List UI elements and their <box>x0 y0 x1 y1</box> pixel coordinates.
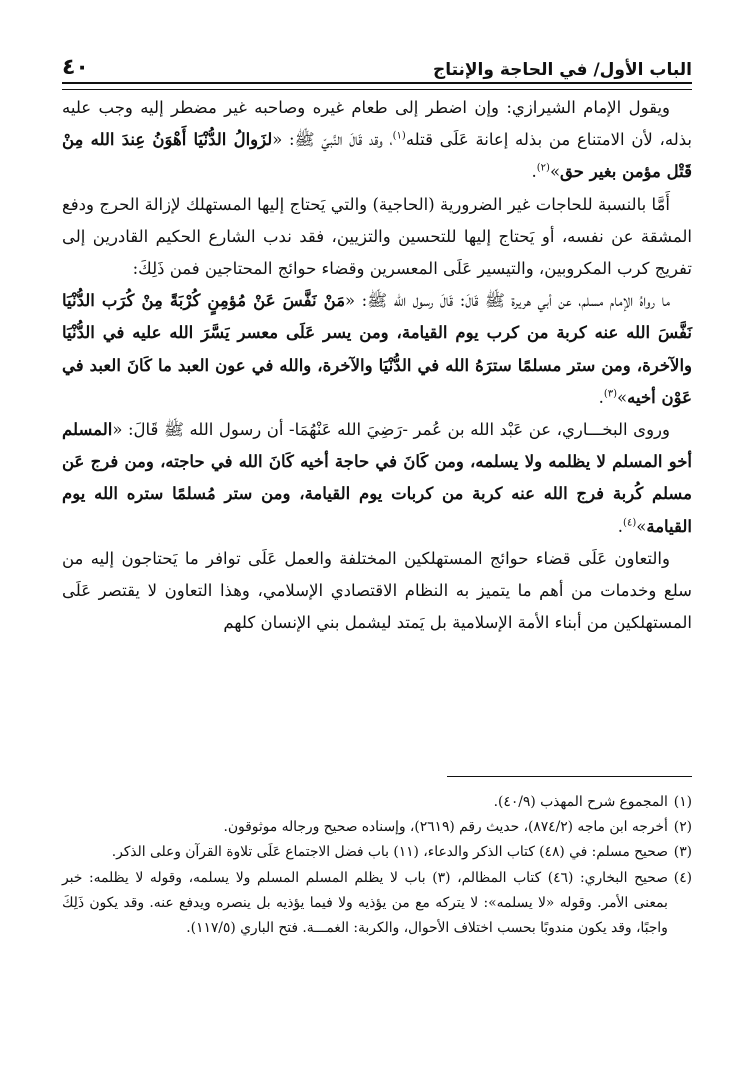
footnote-number: (٢) <box>673 819 692 836</box>
paragraph-text: » <box>617 387 628 407</box>
paragraph-text: . <box>598 387 604 407</box>
hadith-quote: لزَوالُ الدُّنْيَا أَهْوَنُ عِندَ الله مِنْ قَتْل مؤمن بغير حق <box>62 130 692 182</box>
footnote-separator <box>447 776 692 777</box>
paragraph-text: ، وقد قَالَ النَّبيّ ﷺ: « <box>272 130 393 150</box>
hadith-quote: المسلم أخو المسلم لا يظلمه ولا يسلمه، ومن كَانَ في حاجة أخيه كَانَ الله في حاجته، ومن فرج عَن مسلم كُربة فرج الله عنه كربة من كربات يوم القيامة، ومن ستر مُسلمًا ستره الله يوم القيامة <box>62 420 692 536</box>
footnote-number: (٤) <box>673 869 692 886</box>
main-text <box>62 92 692 639</box>
page-number: ٤٠ <box>62 55 89 80</box>
paragraph <box>62 189 692 286</box>
paragraph-text: ما رواهُ الإمام مسلم، عن أبي هريرة ﷺ قَالَ: قَالَ رسول الله ﷺ: « <box>345 291 670 311</box>
running-title: الباب الأول/ في الحاجة والإنتاج <box>432 60 692 80</box>
footnote <box>62 866 692 942</box>
footnote-text: صحيح البخاري: (٤٦) كتاب المظالم، (٣) باب لا يظلم المسلم المسلم ولا يسلمه، وقوله لا يظلمه: خبر بمعنى الأمر. وقوله «لا يسلمه»: لا يتركه مع من يؤذيه ولا فيما يؤذيه بل ينصره ويدفع عنه. وقد يكون ذَلِكَ واجبًا، وقد يكون مندوبًا بحسب اختلاف الأحوال، والكربة: الغمـــة. فتح الباري (١١٧/٥). <box>62 869 668 937</box>
paragraph-text: ويقول الإمام الشيرازي: وإن اضطر إلى طعام غيره وصاحبه غير مضطر إليه وجب عليه بذله، لأن الامتناع من بذله إعانة عَلَى قتله <box>62 98 692 150</box>
footnote <box>62 790 692 815</box>
footnotes <box>62 790 692 941</box>
footnote-ref: (١) <box>392 130 406 142</box>
footnote-text: صحيح مسلم: في (٤٨) كتاب الذكر والدعاء، (١١) باب فضل الاجتماع عَلَى تلاوة القرآن وعلى الذكر. <box>111 844 668 861</box>
paragraph-text: » <box>636 516 647 536</box>
footnote <box>62 815 692 840</box>
footnote-text: المجموع شرح المهذب (٤٠/٩). <box>493 794 668 810</box>
paragraph <box>62 414 692 543</box>
page-header <box>62 48 692 80</box>
hadith-quote: مَنْ نَفَّسَ عَنْ مُؤمِنٍ كُرْبَةً مِنْ كُرَب الدُّنْيَا نَفَّسَ الله عنه كربة من كرب يوم القيامة، ومن يسر عَلَى معسر يَسَّرَ الله عليه في الدُّنْيَا والآخرة، ومن ستر مسلمًا سترَهُ الله في الدُّنْيَا والآخرة، والله في عون العبد ما كَانَ العبد في عَوْن أخيه <box>62 291 692 407</box>
header-rule <box>62 82 692 90</box>
footnote <box>62 840 692 865</box>
paragraph <box>62 285 692 414</box>
paragraph <box>62 543 692 640</box>
footnote-number: (١) <box>673 794 692 810</box>
paragraph-text: وروى البخـــاري، عن عَبْد الله بن عُمر -رَضِيَ الله عَنْهُمَا- أن رسول الله ﷺ قَالَ: « <box>112 420 670 440</box>
footnote-ref: (٢) <box>536 162 550 174</box>
paragraph <box>62 92 692 189</box>
footnote-ref: (٤) <box>623 517 637 529</box>
paragraph-text: والتعاون عَلَى قضاء حوائج المستهلكين المختلفة والعمل عَلَى توافر ما يَحتاجون إليه من سلع وخدمات من أهم ما يتميز به النظام الاقتصادي الإسلامي، وهذا التعاون لا يقتصر عَلَى المستهلكين من أبناء الأمة الإسلامية بل يَمتد ليشمل بني الإنسان كلهم <box>62 548 692 633</box>
paragraph-text: أَمَّا بالنسبة للحاجات غير الضرورية (الحاجية) والتي يَحتاج إليها المستهلك لإزالة الحرج ودفع المشقة عن نفسه، أو يَحتاج إليها للتحسين والتزيين، فقد ندب الشارع الحكيم القادرين إلى تفريج كرب المكروبين، والتيسير عَلَى المعسرين وقضاء حوائج المحتاجين فمن ذَلِكَ: <box>62 194 692 279</box>
paragraph-text: . <box>531 162 537 182</box>
paragraph-text: . <box>617 516 624 536</box>
paragraph-text: » <box>549 162 561 182</box>
footnote-ref: (٣) <box>603 388 618 400</box>
footnote-text: أخرجه ابن ماجه (٨٧٤/٢)، حديث رقم (٢٦١٩)، وإسناده صحيح ورجاله موثوقون. <box>223 819 668 836</box>
footnote-number: (٣) <box>673 844 692 861</box>
